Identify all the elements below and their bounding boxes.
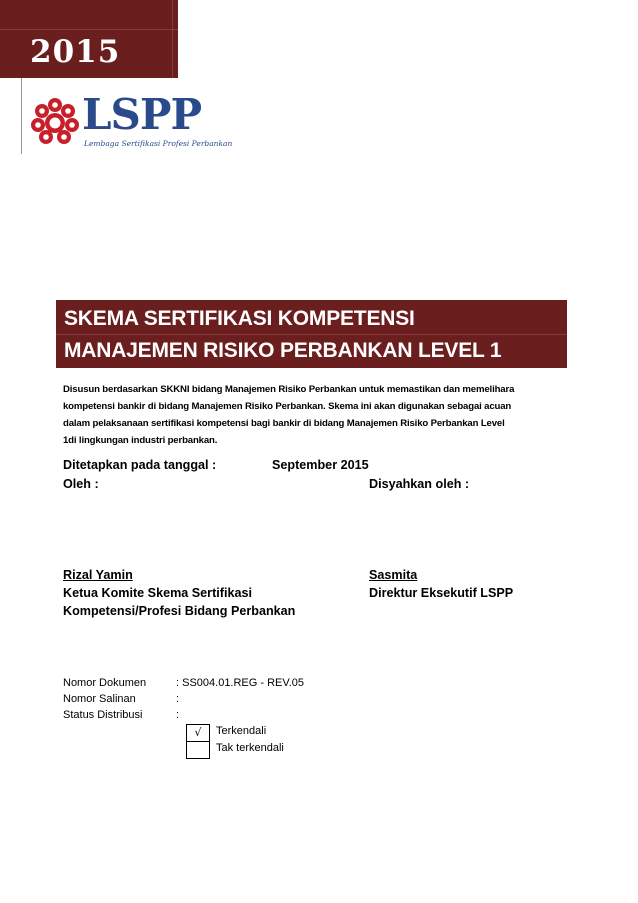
doc-number-value: : SS004.01.REG - REV.05 xyxy=(176,677,304,689)
year-banner xyxy=(0,0,178,78)
flower-logo-icon xyxy=(30,96,80,148)
left-signer-name: Rizal Yamin xyxy=(63,568,133,582)
intro-line: kompetensi bankir di bidang Manajemen Risiko Perbankan. Skema ini akan digunakan sebagai acuan xyxy=(63,401,512,412)
intro-line: Disusun berdasarkan SKKNI bidang Manajemen Risiko Perbankan untuk memastikan dan memelihara xyxy=(63,384,515,395)
uncontrolled-checkbox[interactable] xyxy=(186,741,210,759)
distribution-status-value: : xyxy=(176,709,180,721)
left-signer-title-2: Kompetensi/Profesi Bidang Perbankan xyxy=(63,604,296,618)
title-banner xyxy=(56,300,567,368)
copy-number-value: : xyxy=(176,693,180,705)
logo-wordmark: LSPP xyxy=(82,90,202,139)
year-banner-divider xyxy=(0,29,178,30)
intro-paragraph xyxy=(63,381,563,449)
title-separator xyxy=(56,334,567,335)
title-line-2: MANAJEMEN RISIKO PERBANKAN LEVEL 1 xyxy=(64,339,502,362)
doc-number-label: Nomor Dokumen xyxy=(63,677,147,689)
controlled-label: Terkendali xyxy=(216,725,267,737)
approved-by-label: Disyahkan oleh : xyxy=(369,477,470,491)
date-label: Ditetapkan pada tanggal : xyxy=(63,458,217,472)
by-label: Oleh : xyxy=(63,477,99,491)
right-signer-title: Direktur Eksekutif LSPP xyxy=(369,586,514,600)
uncontrolled-label: Tak terkendali xyxy=(216,742,284,754)
copy-number-label: Nomor Salinan xyxy=(63,693,136,705)
controlled-checkbox[interactable]: √ xyxy=(186,724,210,742)
lspp-logo xyxy=(30,90,233,156)
year-label: 2015 xyxy=(30,34,121,70)
logo-subtitle: Lembaga Sertifikasi Profesi Perbankan xyxy=(84,139,233,148)
right-signer-name: Sasmita xyxy=(369,568,418,582)
left-rule xyxy=(21,78,22,154)
intro-line: dalam pelaksanaan sertifikasi kompetensi bagi bankir di bidang Manajemen Risiko Perbankan Level xyxy=(63,418,505,429)
date-value: September 2015 xyxy=(272,458,369,472)
year-banner-vline xyxy=(172,0,173,78)
distribution-status-label: Status Distribusi xyxy=(63,709,143,721)
intro-line: 1di lingkungan industri perbankan. xyxy=(63,435,218,446)
title-line-1: SKEMA SERTIFIKASI KOMPETENSI xyxy=(64,307,415,330)
left-signer-title-1: Ketua Komite Skema Sertifikasi xyxy=(63,586,252,600)
